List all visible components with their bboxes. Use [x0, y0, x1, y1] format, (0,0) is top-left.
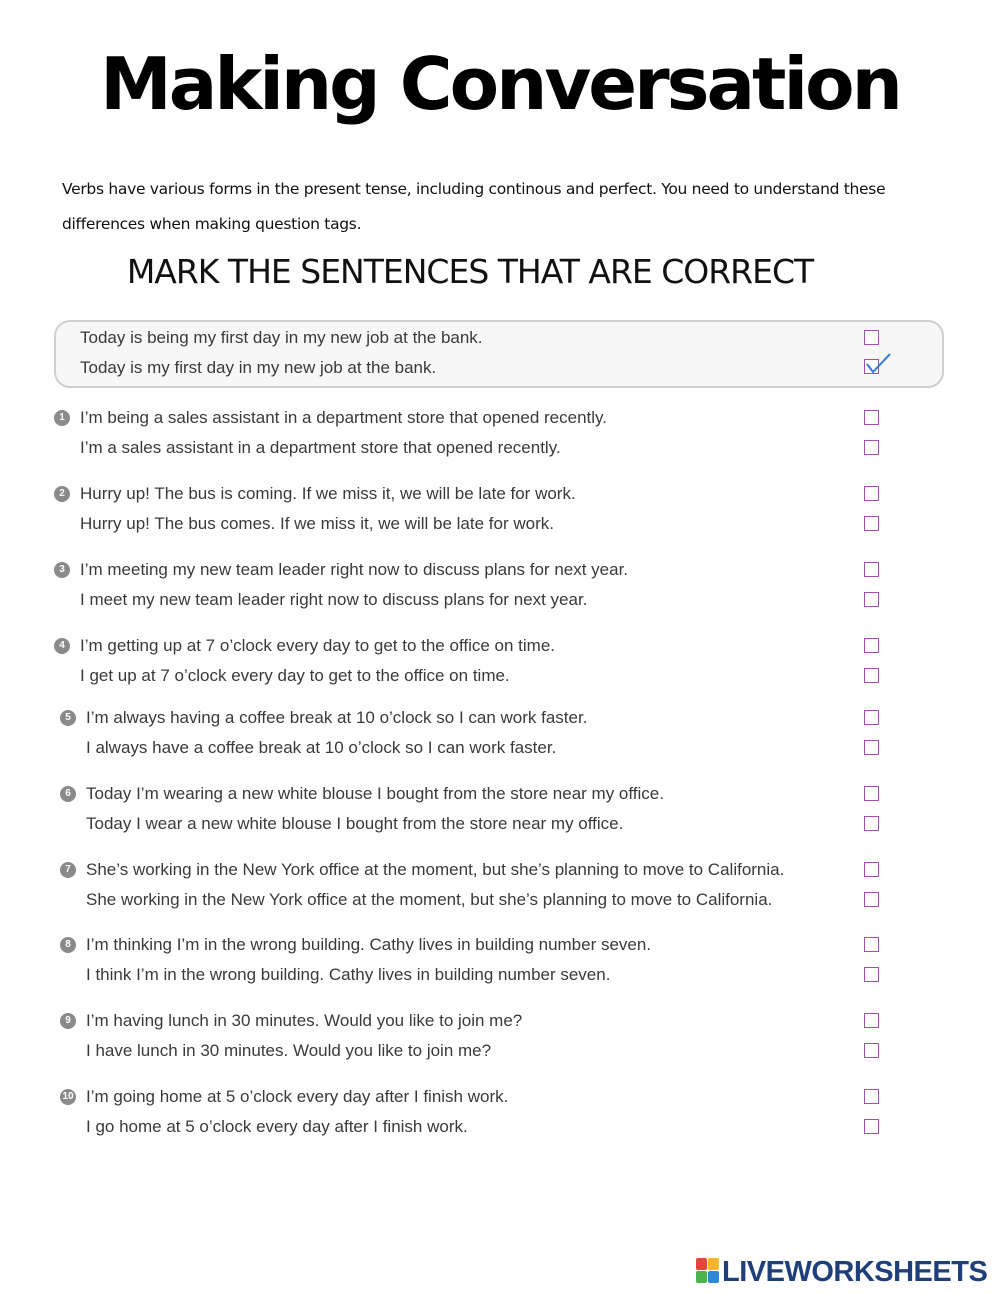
sentence-option-a: I’m always having a coffee break at 10 o’clock so I can work faster.: [86, 708, 588, 727]
sentence-option-a: She’s working in the New York office at the moment, but she’s planning to move to California.: [86, 860, 785, 879]
sentence-option-b: I meet my new team leader right now to discuss plans for next year.: [80, 590, 588, 609]
item-number-badge: 3: [54, 562, 70, 578]
item-number-badge: 10: [60, 1089, 76, 1105]
item-number-badge: 1: [54, 410, 70, 426]
example-option-a: Today is being my first day in my new job at the bank.: [80, 328, 483, 347]
sentence-option-b: I go home at 5 o’clock every day after I finish work.: [86, 1117, 468, 1136]
item-number-badge: 9: [60, 1013, 76, 1029]
sentence-option-b: Hurry up! The bus comes. If we miss it, we will be late for work.: [80, 514, 554, 533]
answer-checkbox-a[interactable]: [864, 562, 879, 577]
sentence-option-b: I think I’m in the wrong building. Cathy lives in building number seven.: [86, 965, 611, 984]
answer-checkbox-a[interactable]: [864, 1089, 879, 1104]
answer-checkbox-b[interactable]: [864, 892, 879, 907]
sentence-option-a: I’m going home at 5 o’clock every day after I finish work.: [86, 1087, 509, 1106]
answer-checkbox-b[interactable]: [864, 1043, 879, 1058]
sentence-option-a: I’m getting up at 7 o’clock every day to get to the office on time.: [80, 636, 556, 655]
answer-checkbox-b[interactable]: [864, 668, 879, 683]
item-number-badge: 7: [60, 862, 76, 878]
answer-checkbox-a[interactable]: [864, 937, 879, 952]
sentence-option-a: I’m having lunch in 30 minutes. Would you like to join me?: [86, 1011, 523, 1030]
sentence-option-a: Today I’m wearing a new white blouse I bought from the store near my office.: [86, 784, 664, 803]
answer-checkbox-a[interactable]: [864, 410, 879, 425]
item-number-badge: 8: [60, 937, 76, 953]
answer-checkbox-a[interactable]: [864, 486, 879, 501]
sentence-option-b: I always have a coffee break at 10 o’clock so I can work faster.: [86, 738, 557, 757]
instruction-heading: MARK THE SENTENCES THAT ARE CORRECT: [126, 252, 814, 291]
sentence-option-a: Hurry up! The bus is coming. If we miss it, we will be late for work.: [80, 484, 576, 503]
item-number-badge: 4: [54, 638, 70, 654]
item-number-badge: 6: [60, 786, 76, 802]
sentence-option-b: Today I wear a new white blouse I bought from the store near my office.: [86, 814, 624, 833]
logo-text: LIVEWORKSHEETS: [722, 1256, 988, 1288]
answer-checkbox-a[interactable]: [864, 1013, 879, 1028]
example-checkbox-a[interactable]: [864, 330, 879, 345]
intro-text: Verbs have various forms in the present tense, including continous and perfect. You need to understand these differences when making question tags.: [62, 180, 886, 233]
sentence-option-b: I’m a sales assistant in a department store that opened recently.: [80, 438, 561, 457]
answer-checkbox-b[interactable]: [864, 816, 879, 831]
sentence-option-b: I get up at 7 o’clock every day to get to the office on time.: [80, 666, 510, 685]
answer-checkbox-b[interactable]: [864, 516, 879, 531]
liveworksheets-logo: [696, 1255, 996, 1289]
item-number-badge: 5: [60, 710, 76, 726]
answer-checkbox-b[interactable]: [864, 740, 879, 755]
sentence-option-a: I’m meeting my new team leader right now to discuss plans for next year.: [80, 560, 629, 579]
answer-checkbox-a[interactable]: [864, 710, 879, 725]
answer-checkbox-b[interactable]: [864, 967, 879, 982]
answer-checkbox-b[interactable]: [864, 440, 879, 455]
sentence-option-a: I’m thinking I’m in the wrong building. Cathy lives in building number seven.: [86, 935, 652, 954]
item-number-badge: 2: [54, 486, 70, 502]
answer-checkbox-a[interactable]: [864, 638, 879, 653]
checkmark-icon: [864, 350, 894, 378]
page-title: Making Conversation: [100, 42, 900, 126]
sentence-option-b: She working in the New York office at the moment, but she’s planning to move to California.: [86, 890, 773, 909]
sentence-option-a: I’m being a sales assistant in a department store that opened recently.: [80, 408, 607, 427]
answer-checkbox-a[interactable]: [864, 862, 879, 877]
answer-checkbox-b[interactable]: [864, 1119, 879, 1134]
answer-checkbox-b[interactable]: [864, 592, 879, 607]
example-option-b: Today is my first day in my new job at the bank.: [80, 358, 437, 377]
sentence-option-b: I have lunch in 30 minutes. Would you like to join me?: [86, 1041, 492, 1060]
logo-blocks-icon: [696, 1258, 720, 1284]
answer-checkbox-a[interactable]: [864, 786, 879, 801]
